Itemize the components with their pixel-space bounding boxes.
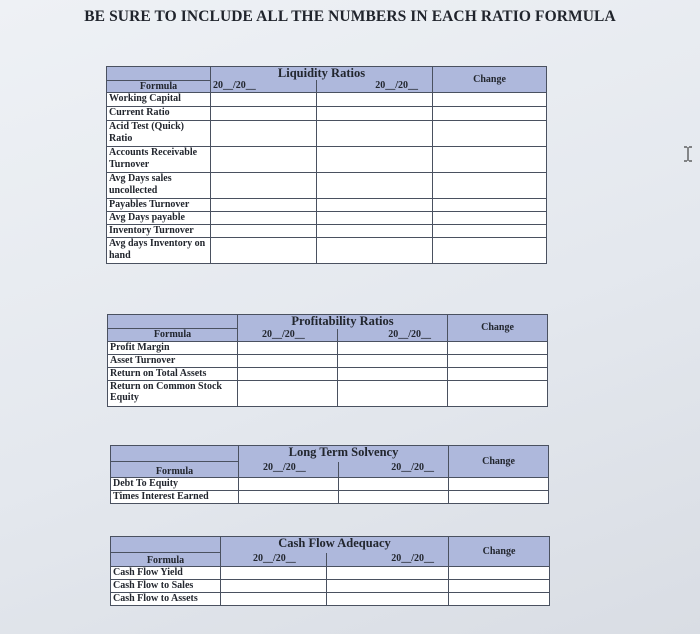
change-cell[interactable] xyxy=(449,478,549,491)
value-cell[interactable] xyxy=(238,354,338,367)
ratio-label: Current Ratio xyxy=(107,107,211,121)
change-cell[interactable] xyxy=(448,354,548,367)
year2-header: 20__/20__ xyxy=(327,553,449,567)
ratio-label: Asset Turnover xyxy=(108,354,238,367)
formula-header-top xyxy=(111,537,221,553)
liquidity-ratios-table xyxy=(106,66,547,264)
value-cell[interactable] xyxy=(211,199,317,212)
change-cell[interactable] xyxy=(449,491,549,504)
profitability-title: Profitability Ratios xyxy=(238,315,448,329)
formula-header-top xyxy=(107,67,211,81)
profitability-ratios-table xyxy=(107,314,548,407)
change-cell[interactable] xyxy=(433,238,547,264)
value-cell[interactable] xyxy=(221,567,327,580)
value-cell[interactable] xyxy=(238,341,338,354)
value-cell[interactable] xyxy=(339,491,449,504)
value-cell[interactable] xyxy=(317,212,433,225)
value-cell[interactable] xyxy=(317,93,433,107)
cashflow-title: Cash Flow Adequacy xyxy=(221,537,449,553)
ratio-label: Cash Flow to Sales xyxy=(111,580,221,593)
value-cell[interactable] xyxy=(327,580,449,593)
formula-header: Formula xyxy=(108,329,238,342)
cashflow-ratios-table xyxy=(110,536,550,606)
change-cell[interactable] xyxy=(433,199,547,212)
value-cell[interactable] xyxy=(211,121,317,147)
value-cell[interactable] xyxy=(317,199,433,212)
liquidity-title: Liquidity Ratios xyxy=(211,67,433,81)
value-cell[interactable] xyxy=(327,567,449,580)
value-cell[interactable] xyxy=(338,341,448,354)
formula-header-top xyxy=(108,315,238,329)
value-cell[interactable] xyxy=(239,491,339,504)
ratio-label: Debt To Equity xyxy=(111,478,239,491)
value-cell[interactable] xyxy=(211,107,317,121)
ratio-label: Times Interest Earned xyxy=(111,491,239,504)
ratio-label: Payables Turnover xyxy=(107,199,211,212)
change-header: Change xyxy=(448,315,548,342)
value-cell[interactable] xyxy=(338,367,448,380)
formula-header-top xyxy=(111,446,239,462)
value-cell[interactable] xyxy=(338,380,448,406)
year2-header: 20__/20__ xyxy=(317,80,433,93)
value-cell[interactable] xyxy=(338,354,448,367)
ratio-label: Cash Flow to Assets xyxy=(111,593,221,606)
ratio-label: Return on Total Assets xyxy=(108,367,238,380)
change-cell[interactable] xyxy=(433,93,547,107)
ratio-label: Return on Common Stock Equity xyxy=(108,380,238,406)
ratio-label: Avg Days payable xyxy=(107,212,211,225)
year2-header: 20__/20__ xyxy=(339,462,449,478)
year1-header: 20__/20__ xyxy=(211,80,317,93)
value-cell[interactable] xyxy=(317,238,433,264)
value-cell[interactable] xyxy=(317,147,433,173)
formula-header: Formula xyxy=(111,553,221,567)
year1-header: 20__/20__ xyxy=(239,462,339,478)
year1-header: 20__/20__ xyxy=(238,329,338,342)
value-cell[interactable] xyxy=(317,107,433,121)
value-cell[interactable] xyxy=(221,593,327,606)
change-cell[interactable] xyxy=(448,367,548,380)
solvency-title: Long Term Solvency xyxy=(239,446,449,462)
change-cell[interactable] xyxy=(449,567,550,580)
change-cell[interactable] xyxy=(448,341,548,354)
change-header: Change xyxy=(433,67,547,93)
change-cell[interactable] xyxy=(433,121,547,147)
ratio-label: Profit Margin xyxy=(108,341,238,354)
change-cell[interactable] xyxy=(433,212,547,225)
change-cell[interactable] xyxy=(433,173,547,199)
change-cell[interactable] xyxy=(433,225,547,238)
formula-header: Formula xyxy=(107,80,211,93)
page-heading: BE SURE TO INCLUDE ALL THE NUMBERS IN EACH RATIO FORMULA xyxy=(84,8,616,25)
formula-header: Formula xyxy=(111,462,239,478)
change-cell[interactable] xyxy=(433,147,547,173)
text-cursor-icon xyxy=(683,146,693,162)
value-cell[interactable] xyxy=(211,238,317,264)
value-cell[interactable] xyxy=(211,225,317,238)
ratio-label: Working Capital xyxy=(107,93,211,107)
change-header: Change xyxy=(449,537,550,567)
value-cell[interactable] xyxy=(239,478,339,491)
ratio-label: Inventory Turnover xyxy=(107,225,211,238)
year1-header: 20__/20__ xyxy=(221,553,327,567)
value-cell[interactable] xyxy=(317,225,433,238)
value-cell[interactable] xyxy=(211,173,317,199)
change-cell[interactable] xyxy=(449,580,550,593)
value-cell[interactable] xyxy=(238,380,338,406)
value-cell[interactable] xyxy=(211,93,317,107)
solvency-ratios-table xyxy=(110,445,549,504)
ratio-label: Avg days Inventory on hand xyxy=(107,238,211,264)
ratio-label: Cash Flow Yield xyxy=(111,567,221,580)
value-cell[interactable] xyxy=(221,580,327,593)
value-cell[interactable] xyxy=(317,173,433,199)
year2-header: 20__/20__ xyxy=(338,329,448,342)
ratio-label: Avg Days sales uncollected xyxy=(107,173,211,199)
change-header: Change xyxy=(449,446,549,478)
value-cell[interactable] xyxy=(211,212,317,225)
change-cell[interactable] xyxy=(433,107,547,121)
value-cell[interactable] xyxy=(317,121,433,147)
value-cell[interactable] xyxy=(327,593,449,606)
value-cell[interactable] xyxy=(211,147,317,173)
ratio-label: Acid Test (Quick) Ratio xyxy=(107,121,211,147)
value-cell[interactable] xyxy=(339,478,449,491)
value-cell[interactable] xyxy=(238,367,338,380)
change-cell[interactable] xyxy=(449,593,550,606)
change-cell[interactable] xyxy=(448,380,548,406)
ratio-label: Accounts Receivable Turnover xyxy=(107,147,211,173)
